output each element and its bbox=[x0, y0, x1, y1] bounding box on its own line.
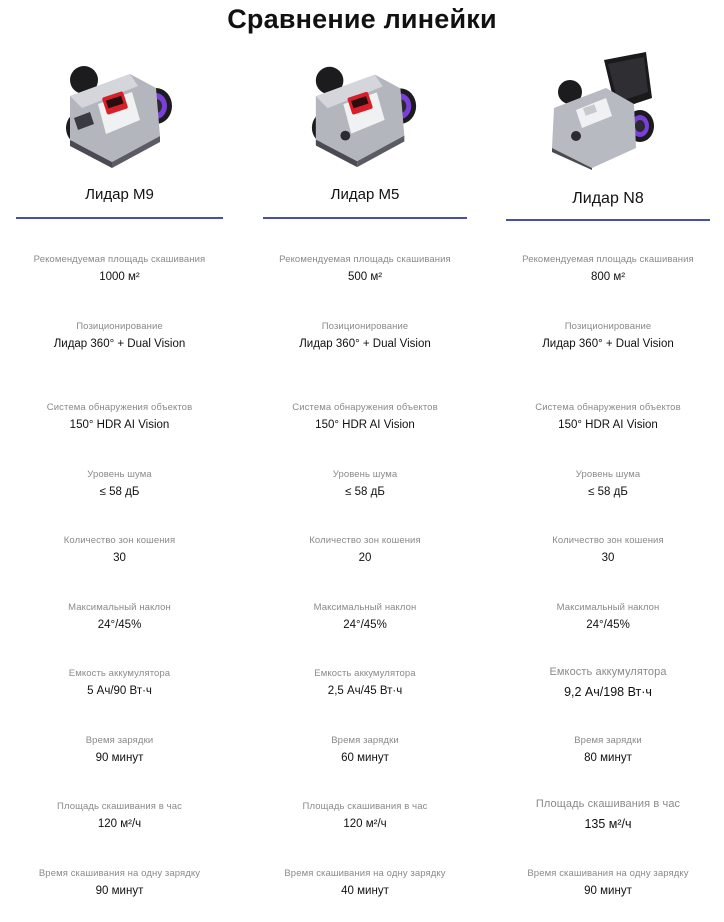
spec-value: 120 м²/ч bbox=[343, 818, 387, 830]
spec-value: 150° HDR AI Vision bbox=[315, 419, 415, 431]
spec-object-detection bbox=[16, 402, 223, 431]
spec-battery-capacity bbox=[506, 666, 710, 699]
spec-charging-time bbox=[16, 735, 223, 764]
spec-label: Время зарядки bbox=[85, 735, 154, 746]
spec-value: Лидар 360° + Dual Vision bbox=[299, 338, 431, 350]
spec-label: Уровень шума bbox=[332, 469, 398, 480]
spec-mowing-area bbox=[16, 254, 223, 283]
spec-mowing-zones bbox=[263, 535, 467, 564]
spec-label: Время скашивания на одну зарядку bbox=[38, 868, 201, 879]
page-title: Сравнение линейки bbox=[227, 4, 497, 34]
spec-charging-time bbox=[263, 735, 467, 764]
spec-label: Позиционирование bbox=[564, 321, 652, 332]
spec-label: Рекомендуемая площадь скашивания bbox=[279, 254, 451, 265]
spec-object-detection bbox=[263, 402, 467, 431]
spec-label: Время скашивания на одну зарядку bbox=[284, 868, 446, 879]
spec-positioning bbox=[263, 321, 467, 350]
spec-value: 1000 м² bbox=[99, 271, 140, 283]
spec-value: 800 м² bbox=[590, 271, 626, 283]
spec-value: 90 минут bbox=[584, 885, 632, 897]
spec-mowing-zones bbox=[16, 535, 223, 564]
spec-label: Время скашивания на одну зарядку bbox=[527, 868, 689, 879]
spec-value: 40 минут bbox=[341, 885, 389, 897]
spec-label: Время зарядки bbox=[331, 735, 399, 746]
spec-label: Максимальный наклон bbox=[68, 602, 171, 613]
spec-charging-time bbox=[506, 735, 710, 764]
spec-label: Рекомендуемая площадь скашивания bbox=[522, 254, 694, 265]
spec-runtime-per-charge bbox=[506, 868, 710, 897]
name-underline bbox=[506, 219, 710, 221]
spec-value: 500 м² bbox=[347, 271, 383, 283]
spec-mowing-area bbox=[506, 254, 710, 283]
spec-label: Площадь скашивания в час bbox=[535, 798, 681, 810]
robot-mower-icon bbox=[306, 58, 424, 170]
spec-max-slope bbox=[16, 602, 223, 631]
spec-positioning bbox=[16, 321, 223, 350]
spec-max-slope bbox=[506, 602, 710, 631]
spec-value: 2,5 Ач/45 Вт·ч bbox=[327, 685, 403, 697]
product-image-n8 bbox=[506, 48, 710, 170]
spec-label: Емкость аккумулятора bbox=[314, 668, 416, 679]
spec-positioning bbox=[506, 321, 710, 350]
spec-label: Рекомендуемая площадь скашивания bbox=[33, 254, 206, 265]
spec-label: Система обнаружения объектов bbox=[535, 402, 681, 413]
spec-runtime-per-charge bbox=[16, 868, 223, 897]
spec-value: 24°/45% bbox=[97, 619, 142, 631]
spec-mowing-per-hour bbox=[16, 801, 223, 830]
spec-value: ≤ 58 дБ bbox=[345, 486, 385, 498]
spec-label: Позиционирование bbox=[321, 321, 409, 332]
product-name: Лидар M5 bbox=[330, 186, 400, 203]
spec-noise-level bbox=[263, 469, 467, 498]
product-name: Лидар M9 bbox=[85, 186, 154, 203]
spec-label: Максимальный наклон bbox=[556, 602, 660, 613]
spec-label: Уровень шума bbox=[575, 469, 641, 480]
spec-label: Количество зон кошения bbox=[309, 535, 421, 546]
spec-label: Емкость аккумулятора bbox=[549, 666, 667, 678]
name-underline bbox=[16, 217, 223, 219]
product-name: Лидар N8 bbox=[572, 190, 644, 207]
spec-label: Уровень шума bbox=[87, 469, 152, 480]
name-underline bbox=[263, 217, 467, 219]
spec-noise-level bbox=[506, 469, 710, 498]
spec-label: Площадь скашивания в час bbox=[302, 801, 428, 812]
spec-value: 80 минут bbox=[584, 752, 632, 764]
spec-value: 9,2 Ач/198 Вт·ч bbox=[564, 685, 652, 699]
spec-value: 60 минут bbox=[341, 752, 389, 764]
product-column-n8 bbox=[506, 48, 710, 897]
spec-label: Позиционирование bbox=[76, 321, 163, 332]
spec-mowing-per-hour bbox=[263, 801, 467, 830]
spec-mowing-per-hour bbox=[506, 798, 710, 831]
spec-label: Количество зон кошения bbox=[63, 535, 176, 546]
product-column-m9 bbox=[16, 48, 223, 897]
spec-value: 90 минут bbox=[95, 752, 144, 764]
spec-value: 5 Ач/90 Вт·ч bbox=[87, 685, 152, 697]
spec-max-slope bbox=[263, 602, 467, 631]
spec-object-detection bbox=[506, 402, 710, 431]
spec-value: 20 bbox=[358, 552, 372, 564]
spec-value: Лидар 360° + Dual Vision bbox=[53, 338, 186, 350]
spec-label: Количество зон кошения bbox=[552, 535, 664, 546]
spec-value: 24°/45% bbox=[586, 619, 630, 631]
spec-value: ≤ 58 дБ bbox=[99, 486, 140, 498]
robot-mower-icon bbox=[60, 58, 180, 170]
robot-mower-icon bbox=[546, 52, 670, 170]
spec-battery-capacity bbox=[263, 668, 467, 697]
product-image-m5 bbox=[263, 48, 467, 170]
spec-runtime-per-charge bbox=[263, 868, 467, 897]
spec-value: 120 м²/ч bbox=[97, 818, 142, 830]
spec-value: 150° HDR AI Vision bbox=[69, 419, 170, 431]
spec-label: Площадь скашивания в час bbox=[57, 801, 182, 812]
spec-value: 135 м²/ч bbox=[584, 817, 632, 831]
spec-value: 150° HDR AI Vision bbox=[558, 419, 658, 431]
spec-label: Емкость аккумулятора bbox=[68, 668, 171, 679]
spec-value: 90 минут bbox=[95, 885, 144, 897]
spec-value: ≤ 58 дБ bbox=[588, 486, 628, 498]
product-column-m5 bbox=[263, 48, 467, 897]
spec-value: 30 bbox=[113, 552, 126, 564]
spec-mowing-area bbox=[263, 254, 467, 283]
spec-label: Максимальный наклон bbox=[313, 602, 417, 613]
product-image-m9 bbox=[16, 48, 223, 170]
spec-label: Система обнаружения объектов bbox=[292, 402, 438, 413]
spec-value: 24°/45% bbox=[343, 619, 387, 631]
spec-label: Система обнаружения объектов bbox=[46, 402, 193, 413]
spec-label: Время зарядки bbox=[574, 735, 642, 746]
spec-noise-level bbox=[16, 469, 223, 498]
spec-value: Лидар 360° + Dual Vision bbox=[542, 338, 674, 350]
spec-value: 30 bbox=[601, 552, 615, 564]
spec-battery-capacity bbox=[16, 668, 223, 697]
spec-mowing-zones bbox=[506, 535, 710, 564]
